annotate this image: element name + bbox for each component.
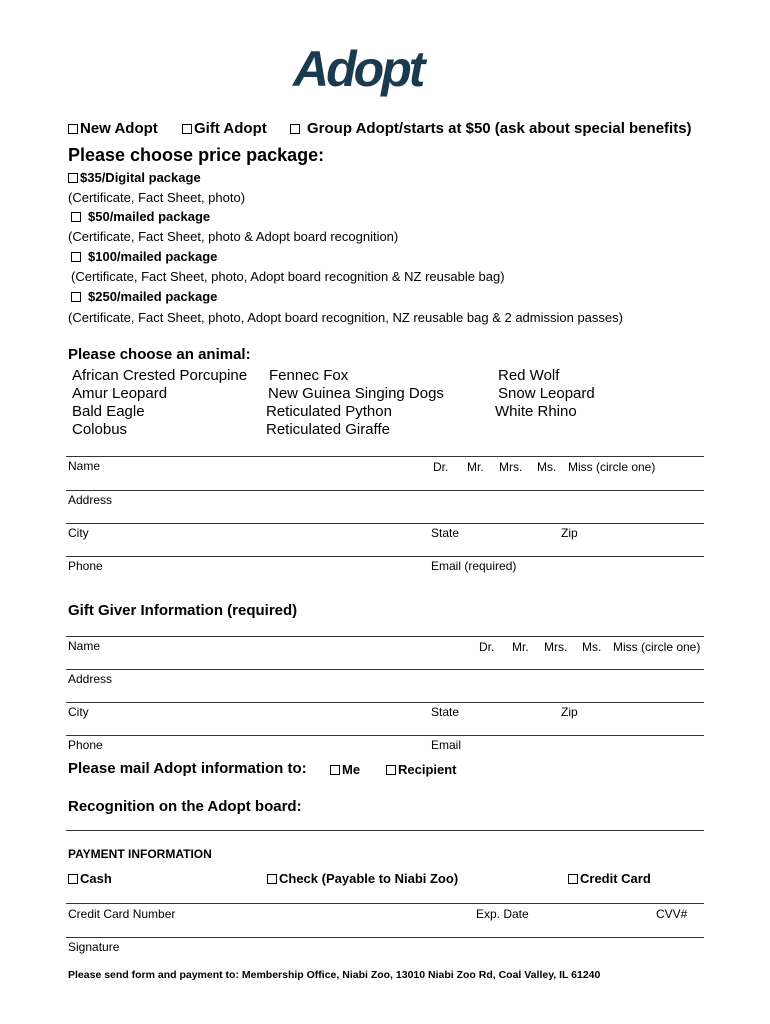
animal-heading: Please choose an animal: bbox=[68, 346, 251, 363]
animal-col-3 bbox=[495, 367, 595, 421]
divider bbox=[66, 636, 704, 637]
checkbox[interactable] bbox=[290, 124, 300, 134]
checkbox[interactable] bbox=[68, 173, 78, 183]
recognition-label: Recognition on the Adopt board: bbox=[68, 798, 302, 815]
package-label: $50/mailed package bbox=[88, 209, 211, 224]
checkbox[interactable] bbox=[568, 874, 578, 884]
address-label: Address bbox=[68, 493, 113, 507]
credit-card-option[interactable] bbox=[568, 871, 651, 886]
animal-col-1 bbox=[72, 367, 247, 439]
package-label: $100/mailed package bbox=[88, 249, 218, 264]
giver-city-field-line[interactable] bbox=[66, 735, 704, 736]
footer-address: Please send form and payment to: Membership Office, Niabi Zoo, 13010 Niabi Zoo Rd, Coal Valley, IL 61240 bbox=[68, 969, 601, 981]
price-heading: Please choose price package: bbox=[68, 145, 325, 165]
mail-label: Please mail Adopt information to: bbox=[68, 760, 307, 777]
name-field-line[interactable] bbox=[66, 490, 704, 491]
checkbox[interactable] bbox=[386, 765, 396, 775]
giver-phone-label: Phone bbox=[68, 738, 103, 752]
package-option[interactable] bbox=[71, 289, 217, 304]
logo-text: Adopt bbox=[293, 41, 423, 97]
signature-label: Signature bbox=[68, 940, 120, 954]
cash-option[interactable] bbox=[68, 871, 112, 886]
animal-item[interactable]: Bald Eagle bbox=[72, 403, 145, 420]
giver-address-label: Address bbox=[68, 672, 113, 686]
giver-email-label: Email bbox=[431, 738, 462, 752]
title-miss[interactable]: Miss (circle one) bbox=[568, 460, 656, 474]
animal-item[interactable]: Amur Leopard bbox=[72, 385, 168, 402]
package-label: $35/Digital package bbox=[80, 170, 201, 185]
checkbox[interactable] bbox=[68, 124, 78, 134]
checkbox[interactable] bbox=[330, 765, 340, 775]
giver-zip-label: Zip bbox=[561, 705, 578, 719]
title-mr[interactable]: Mr. bbox=[512, 640, 529, 654]
name-label: Name bbox=[68, 459, 101, 473]
cc-number-label: Credit Card Number bbox=[68, 907, 176, 921]
title-dr[interactable]: Dr. bbox=[433, 460, 449, 474]
animal-col-2 bbox=[266, 367, 444, 439]
package-desc: (Certificate, Fact Sheet, photo, Adopt board recognition, NZ reusable bag & 2 admission passes) bbox=[68, 310, 623, 325]
animal-item[interactable]: Reticulated Giraffe bbox=[266, 421, 390, 438]
animal-item[interactable]: Reticulated Python bbox=[266, 403, 392, 420]
checkbox[interactable] bbox=[182, 124, 192, 134]
giver-state-label: State bbox=[431, 705, 460, 719]
group-adopt-label: Group Adopt/starts at $50 (ask about special benefits) bbox=[307, 120, 692, 137]
title-mrs[interactable]: Mrs. bbox=[544, 640, 568, 654]
gift-adopt-option[interactable] bbox=[182, 120, 267, 137]
checkbox[interactable] bbox=[68, 874, 78, 884]
giver-name-label: Name bbox=[68, 639, 101, 653]
address-field-line[interactable] bbox=[66, 523, 704, 524]
package-desc: (Certificate, Fact Sheet, photo) bbox=[68, 190, 246, 205]
animal-item[interactable]: New Guinea Singing Dogs bbox=[268, 385, 444, 402]
new-adopt-label: New Adopt bbox=[80, 120, 158, 137]
checkbox[interactable] bbox=[71, 212, 81, 222]
payment-heading: PAYMENT INFORMATION bbox=[68, 847, 212, 861]
title-mrs[interactable]: Mrs. bbox=[499, 460, 523, 474]
adopt-logo bbox=[291, 40, 477, 98]
giver-address-field-line[interactable] bbox=[66, 702, 704, 703]
zip-label: Zip bbox=[561, 526, 578, 540]
exp-date-label: Exp. Date bbox=[476, 907, 529, 921]
package-desc: (Certificate, Fact Sheet, photo, Adopt board recognition & NZ reusable bag) bbox=[71, 269, 505, 284]
title-dr[interactable]: Dr. bbox=[479, 640, 495, 654]
divider bbox=[66, 456, 704, 457]
state-label: State bbox=[431, 526, 460, 540]
check-label: Check (Payable to Niabi Zoo) bbox=[279, 871, 459, 886]
package-option[interactable] bbox=[71, 209, 210, 224]
checkbox[interactable] bbox=[71, 292, 81, 302]
package-option[interactable] bbox=[68, 170, 201, 185]
gift-adopt-label: Gift Adopt bbox=[194, 120, 267, 137]
cvv-label: CVV# bbox=[656, 907, 688, 921]
phone-label: Phone bbox=[68, 559, 103, 573]
package-desc: (Certificate, Fact Sheet, photo & Adopt board recognition) bbox=[68, 229, 399, 244]
cash-label: Cash bbox=[80, 871, 112, 886]
mail-recipient-option[interactable] bbox=[386, 762, 457, 777]
animal-item[interactable]: White Rhino bbox=[495, 403, 577, 420]
group-adopt-option[interactable] bbox=[290, 120, 692, 137]
check-option[interactable] bbox=[267, 871, 458, 886]
animal-item[interactable]: Snow Leopard bbox=[498, 385, 595, 402]
mail-recipient-label: Recipient bbox=[398, 762, 457, 777]
recognition-field-line[interactable] bbox=[66, 830, 704, 831]
new-adopt-option[interactable] bbox=[68, 120, 158, 137]
mail-me-label: Me bbox=[342, 762, 361, 777]
animal-item[interactable]: African Crested Porcupine bbox=[72, 367, 248, 384]
giver-city-label: City bbox=[68, 705, 89, 719]
city-label: City bbox=[68, 526, 89, 540]
giver-heading: Gift Giver Information (required) bbox=[68, 602, 298, 619]
mail-me-option[interactable] bbox=[330, 762, 360, 777]
title-mr[interactable]: Mr. bbox=[467, 460, 484, 474]
package-option[interactable] bbox=[71, 249, 217, 264]
title-ms[interactable]: Ms. bbox=[537, 460, 557, 474]
animal-item[interactable]: Fennec Fox bbox=[269, 367, 349, 384]
city-field-line[interactable] bbox=[66, 556, 704, 557]
cc-field-line[interactable] bbox=[66, 937, 704, 938]
credit-card-label: Credit Card bbox=[580, 871, 651, 886]
animal-item[interactable]: Colobus bbox=[72, 421, 128, 438]
title-ms[interactable]: Ms. bbox=[582, 640, 602, 654]
package-label: $250/mailed package bbox=[88, 289, 218, 304]
animal-item[interactable]: Red Wolf bbox=[498, 367, 560, 384]
email-label: Email (required) bbox=[431, 559, 517, 573]
checkbox[interactable] bbox=[71, 252, 81, 262]
giver-name-field-line[interactable] bbox=[66, 669, 704, 670]
title-miss[interactable]: Miss (circle one) bbox=[613, 640, 701, 654]
checkbox[interactable] bbox=[267, 874, 277, 884]
divider bbox=[66, 903, 704, 904]
